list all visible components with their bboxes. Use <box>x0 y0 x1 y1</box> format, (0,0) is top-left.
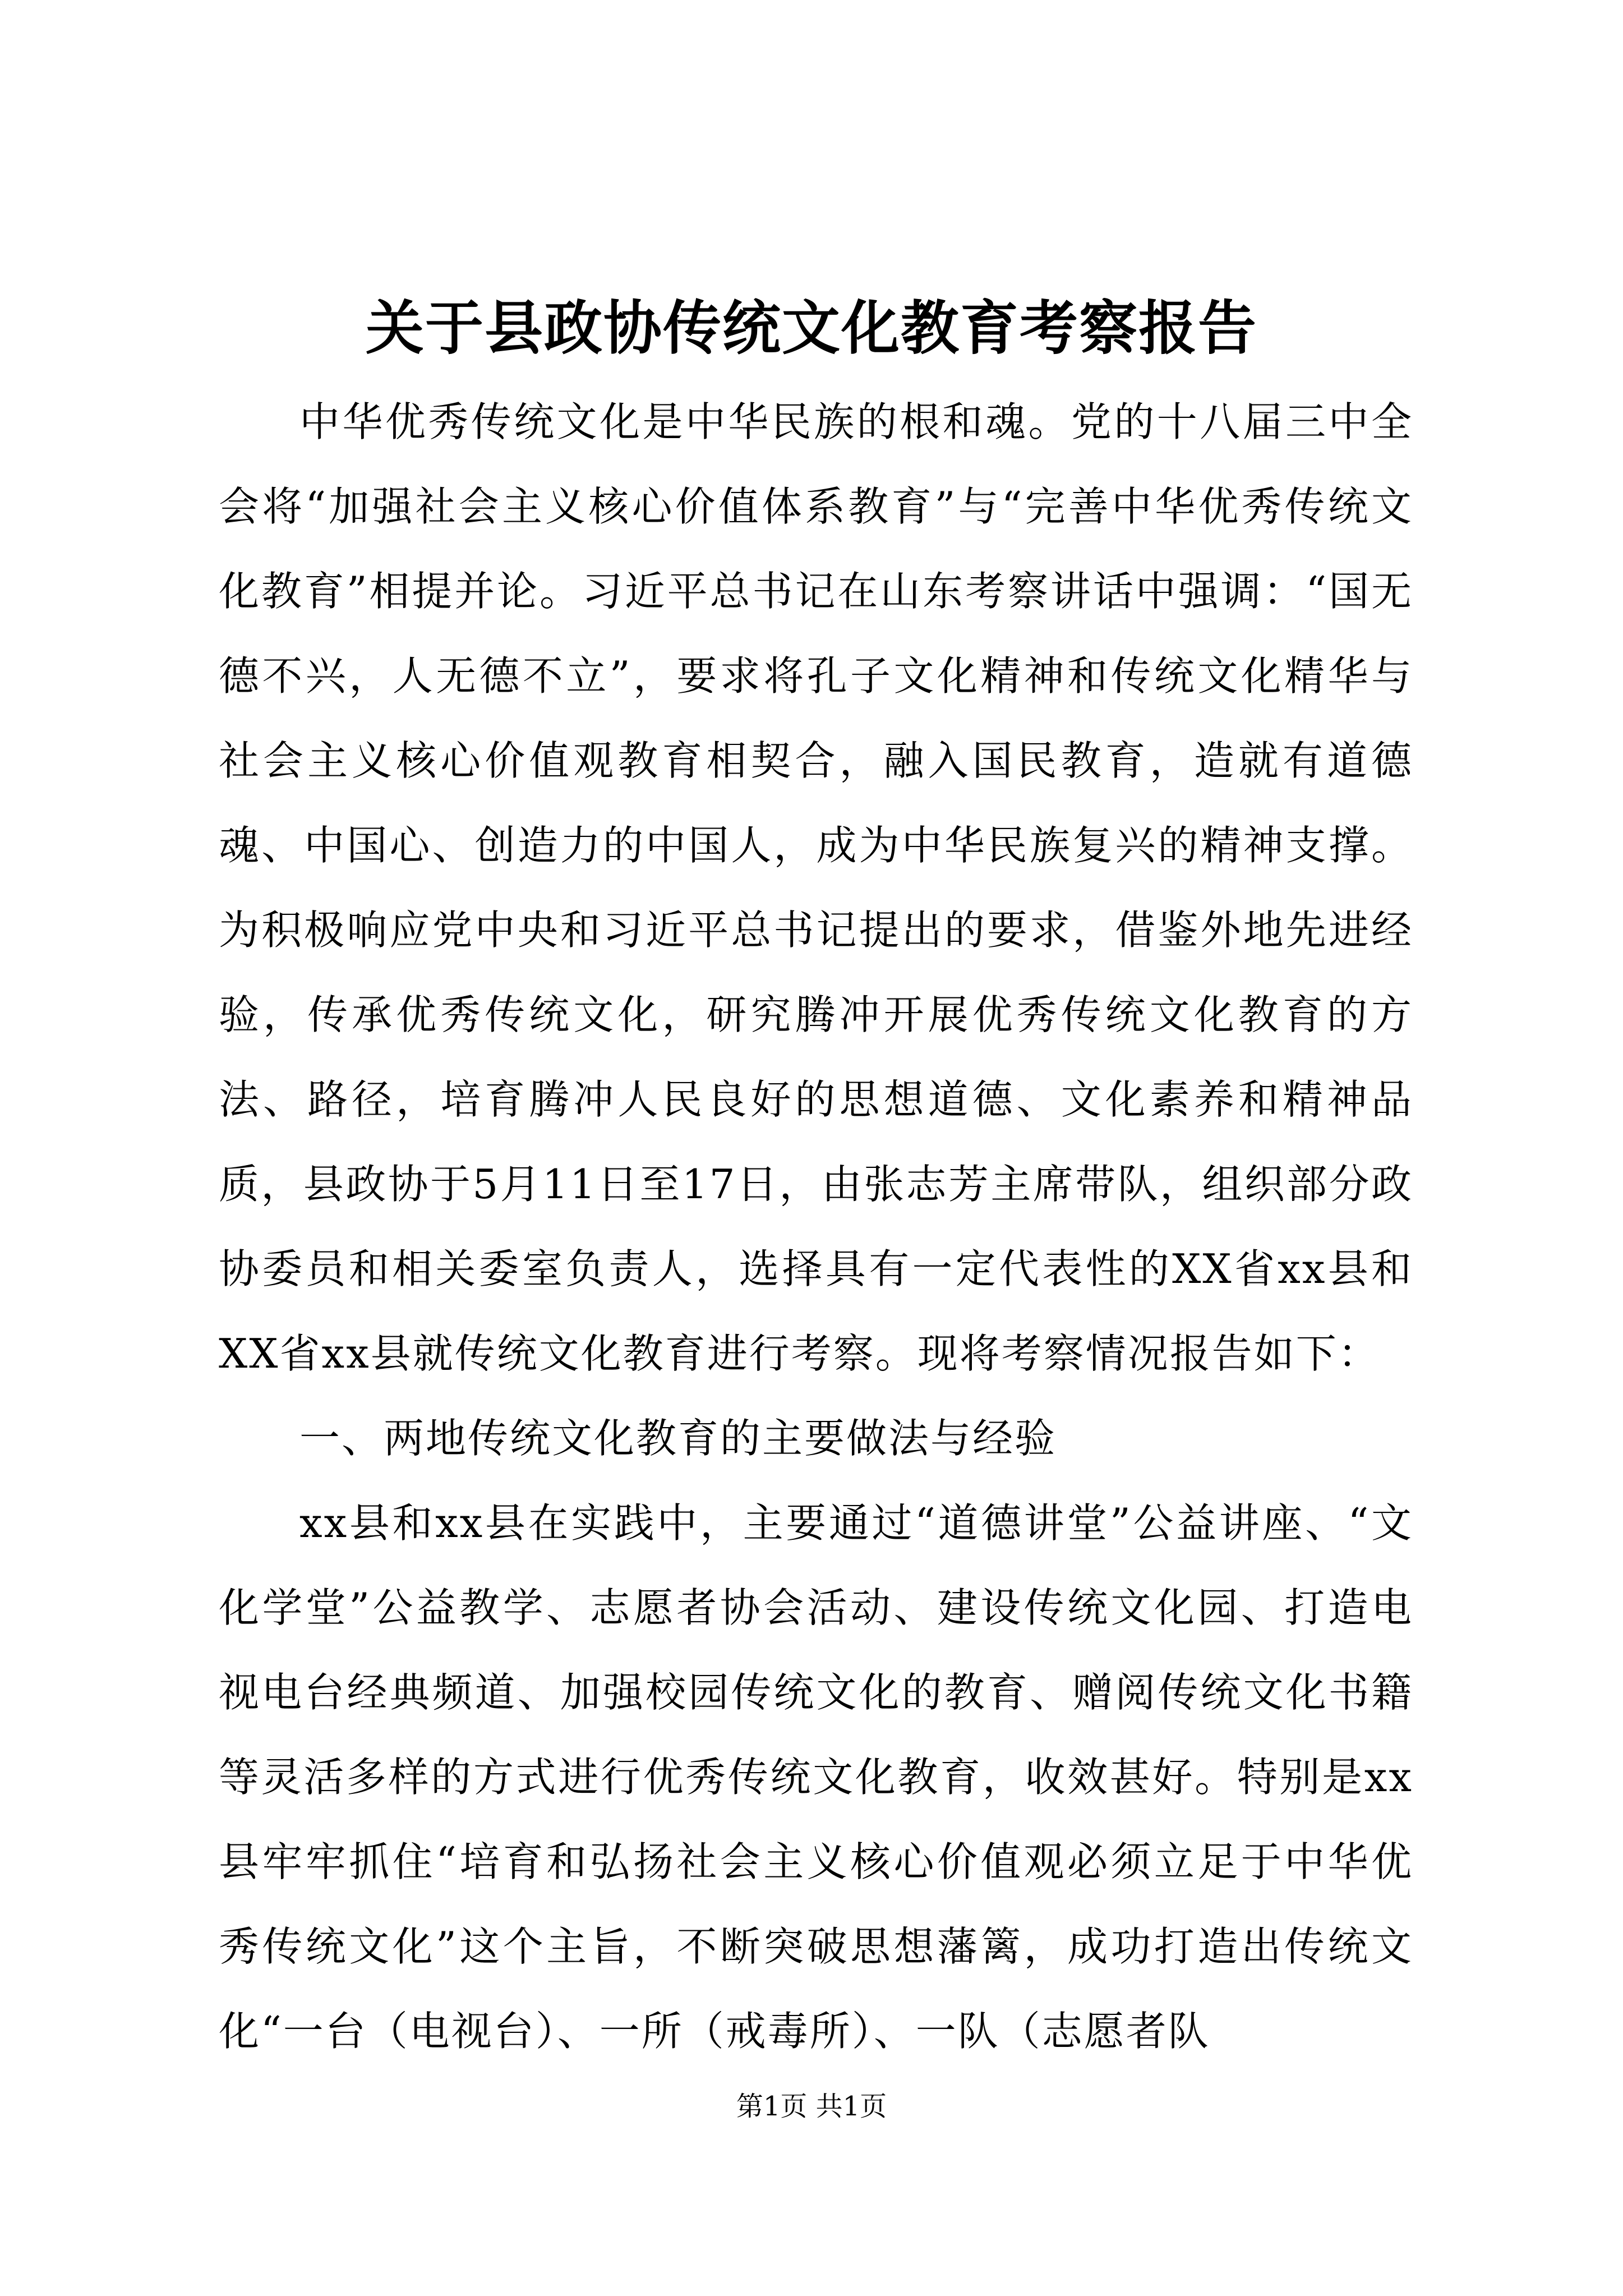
paragraph-practices: xx县和xx县在实践中，主要通过“道德讲堂”公益讲座、“文化学堂”公益教学、志愿者协会活动、建设传统文化园、打造电视电台经典频道、加强校园传统文化的教育、赠阅传统文化书籍等灵活多样的方式进行优秀传统文化教育，收效甚好。特别是xx县牢牢抓住“培育和弘扬社会主义核心价值观必须立足于中华优秀传统文化”这个主旨，不断突破思想藩篱，成功打造出传统文化“一台（电视台）、一所（戒毒所）、一队（志愿者队 <box>219 1499 1413 2055</box>
page-footer: 第1页 共1页 <box>736 2091 887 2122</box>
document-body <box>219 380 1413 2074</box>
paragraph-intro: 中华优秀传统文化是中华民族的根和魂。党的十八届三中全会将“加强社会主义核心价值体系教育”与“完善中华优秀传统文化教育”相提并论。习近平总书记在山东考察讲话中强调：“国无德不兴，人无德不立”，要求将孔子文化精神和传统文化精华与社会主义核心价值观教育相契合，融入国民教育，造就有道德魂、中国心、创造力的中国人，成为中华民族复兴的精神支撑。为积极响应党中央和习近平总书记提出的要求，借鉴外地先进经验，传承优秀传统文化，研究腾冲开展优秀传统文化教育的方法、路径，培育腾冲人民良好的思想道德、文化素养和精神品质，县政协于5月11日至17日，由张志芳主席带队，组织部分政协委员和相关委室负责人，选择具有一定代表性的XX省xx县和XX省xx县就传统文化教育进行考察。现将考察情况报告如下： <box>219 398 1413 1377</box>
section-heading: 一、两地传统文化教育的主要做法与经验 <box>299 1415 1057 1462</box>
document-title: 关于县政协传统文化教育考察报告 <box>365 293 1257 362</box>
